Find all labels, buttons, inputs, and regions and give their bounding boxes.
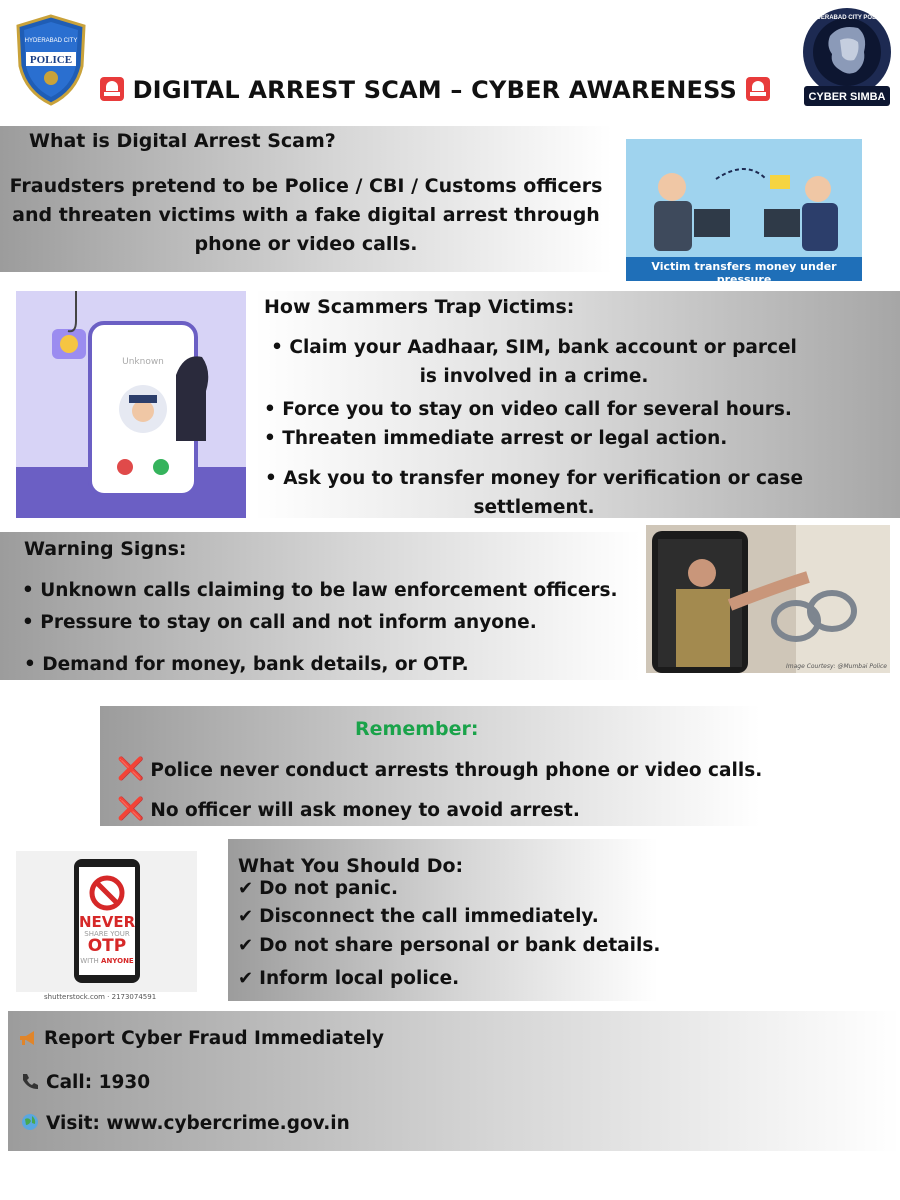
remember-item-1-text: Police never conduct arrests through phone or video calls.	[150, 760, 763, 781]
never-share-otp-image	[16, 851, 197, 992]
check-mark-icon: ✔	[238, 878, 254, 899]
phone-icon	[20, 1072, 40, 1090]
check-mark-icon: ✔	[238, 968, 254, 989]
what-do-item-2	[238, 902, 599, 931]
cyber-simba-lion-icon	[800, 6, 894, 110]
report-heading-text: Report Cyber Fraud Immediately	[44, 1028, 384, 1049]
warning-item-2: • Pressure to stay on call and not inform anyone.	[22, 612, 537, 633]
siren-icon	[100, 77, 124, 101]
what-do-item-2-text: Disconnect the call immediately.	[259, 906, 599, 927]
report-call-text: Call: 1930	[46, 1072, 151, 1093]
hyderabad-police-shield-icon	[14, 14, 88, 106]
how-trap-item-3: • Threaten immediate arrest or legal action.	[264, 428, 728, 449]
otp-anyone-text: ANYONE	[101, 957, 134, 965]
remember-item-2	[117, 795, 580, 825]
globe-icon	[20, 1112, 40, 1132]
report-visit	[20, 1109, 350, 1138]
how-trap-item-1: • Claim your Aadhaar, SIM, bank account or parcel is involved in a crime.	[271, 337, 797, 387]
cross-mark-icon: ❌	[117, 757, 145, 782]
otp-with-anyone	[79, 957, 135, 965]
report-call	[20, 1068, 150, 1097]
warning-heading: Warning Signs:	[24, 538, 187, 560]
how-trap-heading: How Scammers Trap Victims:	[264, 296, 575, 318]
warning-item-1: • Unknown calls claiming to be law enforcement officers.	[22, 580, 618, 601]
phone-caller-label: Unknown	[122, 357, 164, 367]
report-visit-link[interactable]: Visit: www.cybercrime.gov.in	[46, 1113, 350, 1134]
check-mark-icon: ✔	[238, 906, 254, 927]
page-title	[100, 76, 770, 104]
otp-otp-text: OTP	[87, 936, 127, 956]
hyderabad-police-logo	[14, 14, 88, 106]
remember-item-2-text: No officer will ask money to avoid arrest.	[150, 800, 580, 821]
svg-text:HYDERABAD CITY: HYDERABAD CITY	[24, 38, 78, 44]
victim-transfer-image	[626, 139, 862, 286]
warning-item-3: • Demand for money, bank details, or OTP.	[24, 654, 469, 675]
otp-with-text: WITH	[80, 957, 99, 965]
svg-text:CYBER SIMBA: CYBER SIMBA	[808, 91, 886, 103]
otp-share-text: SHARE YOUR	[84, 930, 130, 938]
what-do-item-4-text: Inform local police.	[259, 968, 460, 989]
remember-item-1	[117, 755, 762, 785]
cross-mark-icon: ❌	[117, 797, 145, 822]
victim-image-caption: Victim transfers money under pressure	[651, 260, 837, 286]
cyber-simba-logo	[800, 6, 894, 110]
what-do-item-3-text: Do not share personal or bank details.	[259, 935, 661, 956]
what-do-item-1	[238, 874, 398, 903]
what-do-heading: What You Should Do:	[238, 855, 464, 877]
handcuffs-image-credit: Image Courtesy: @Mumbai Police	[786, 663, 887, 670]
what-is-heading: What is Digital Arrest Scam?	[29, 130, 336, 152]
what-do-item-3	[238, 931, 660, 960]
svg-text:HYDERABAD CITY POLICE: HYDERABAD CITY POLICE	[808, 15, 886, 21]
report-heading	[18, 1024, 384, 1053]
megaphone-icon	[18, 1030, 38, 1046]
how-trap-item-2: • Force you to stay on video call for several hours.	[264, 399, 792, 420]
check-mark-icon: ✔	[238, 935, 254, 956]
what-do-item-1-text: Do not panic.	[259, 878, 398, 899]
how-trap-item-4: • Ask you to transfer money for verification or case settlement.	[264, 468, 804, 518]
page-title-text: DIGITAL ARREST SCAM – CYBER AWARENESS	[132, 76, 738, 104]
siren-icon	[746, 77, 770, 101]
what-is-body: Fraudsters pretend to be Police / CBI / Customs officers and threaten victims with a fake digital arrest through phone or video calls.	[9, 175, 603, 255]
remember-heading: Remember:	[355, 718, 479, 740]
what-do-item-4	[238, 964, 459, 993]
handcuffs-phone-image	[646, 525, 890, 673]
svg-text:POLICE: POLICE	[29, 54, 73, 66]
shutterstock-credit: shutterstock.com · 2173074591	[44, 993, 157, 1001]
otp-never-text: NEVER	[79, 913, 136, 931]
scammer-phone-image	[16, 291, 246, 518]
